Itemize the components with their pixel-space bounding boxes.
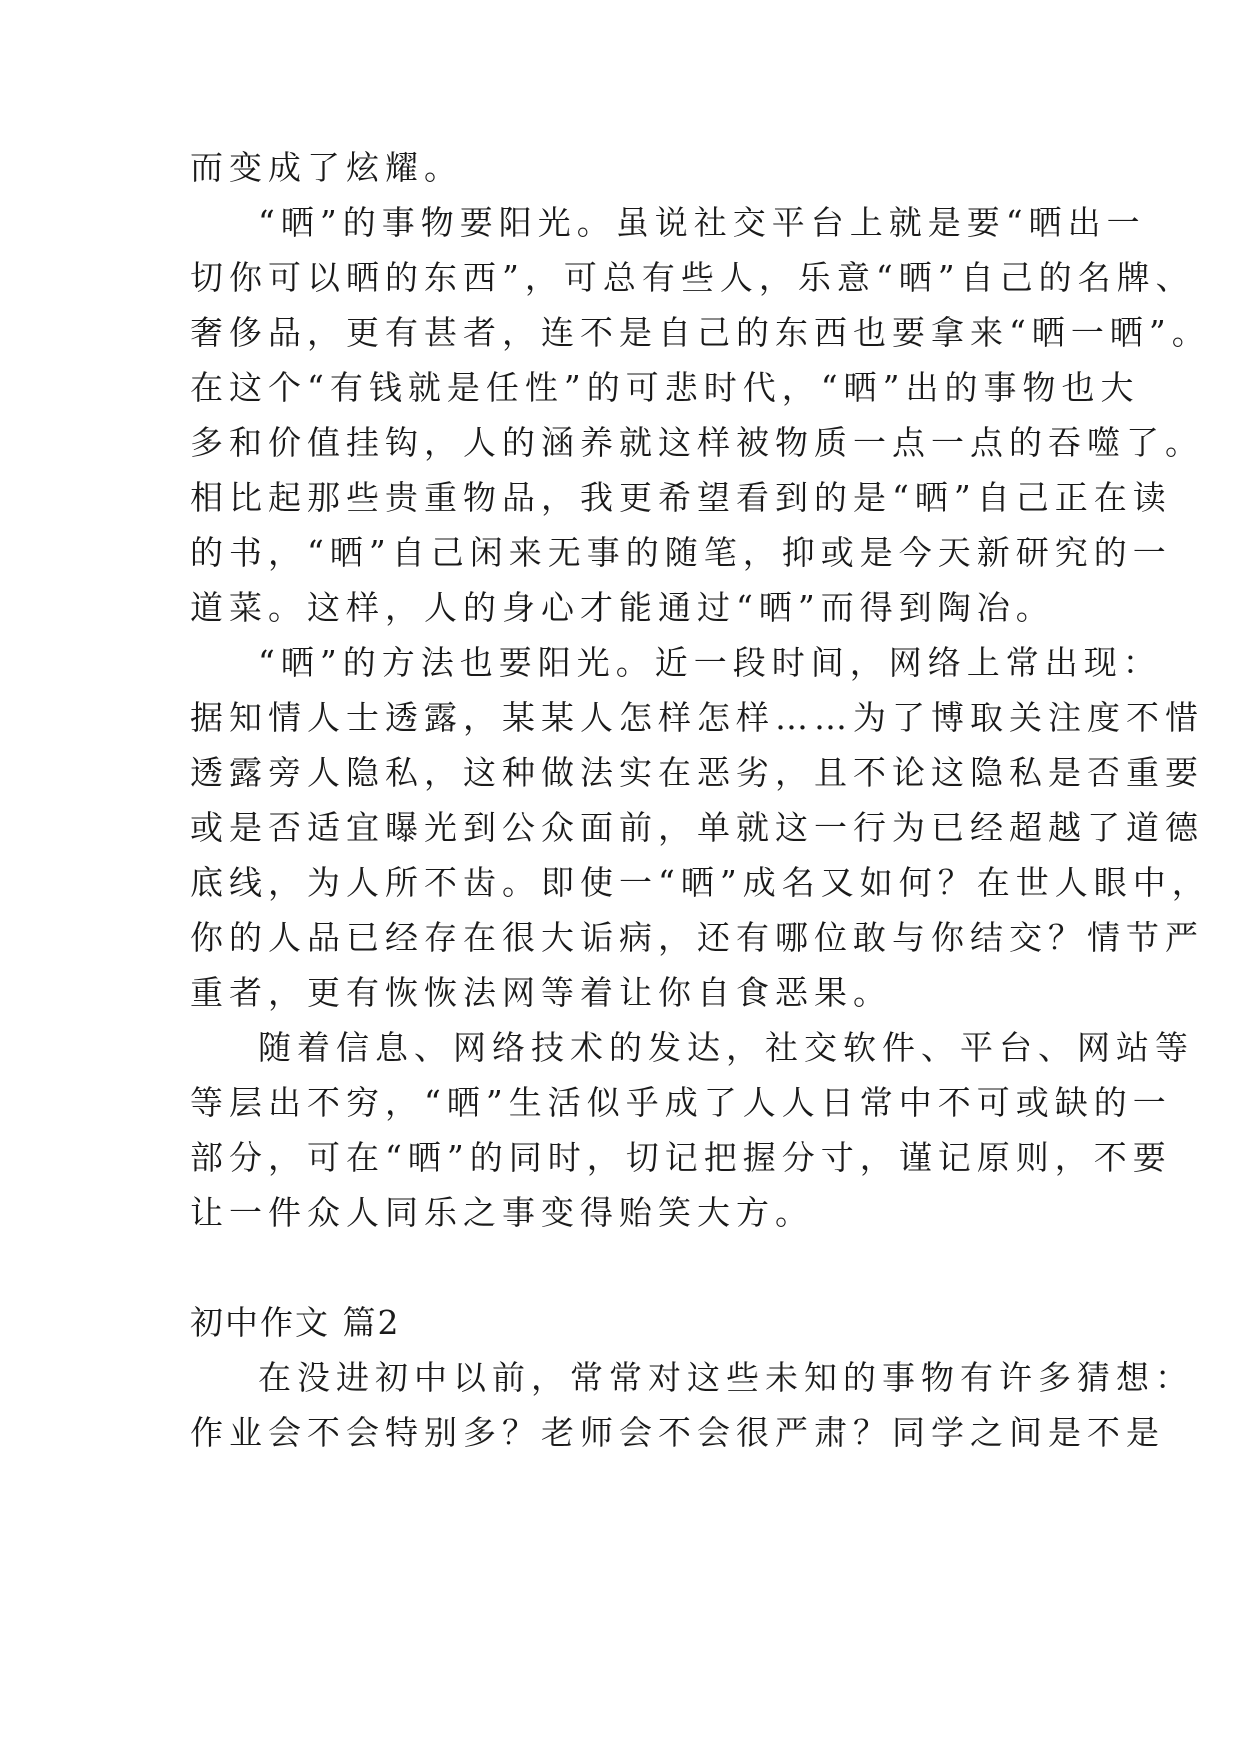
text-line: 你的人品已经存在很大诟病，还有哪位敢与你结交？情节严 xyxy=(190,918,1204,957)
text-line: 让一件众人同乐之事变得贻笑大方。 xyxy=(190,1193,814,1232)
text-line: 等层出不穷，“晒”生活似乎成了人人日常中不可或缺的一 xyxy=(190,1083,1172,1122)
text-line: 而变成了炫耀。 xyxy=(190,148,463,187)
text-line: 的书，“晒”自己闲来无事的随笔，抑或是今天新研究的一 xyxy=(190,533,1172,572)
text-line: 据知情人士透露，某某人怎样怎样……为了博取关注度不惜 xyxy=(190,698,1204,737)
text-line: 透露旁人隐私，这种做法实在恶劣，且不论这隐私是否重要 xyxy=(190,753,1204,792)
text-line: “晒”的方法也要阳光。近一段时间，网络上常出现： xyxy=(258,643,1162,682)
text-line: 奢侈品，更有甚者，连不是自己的东西也要拿来“晒一晒”。 xyxy=(190,313,1211,352)
text-line: 作业会不会特别多？老师会不会很严肃？同学之间是不是 xyxy=(190,1413,1165,1452)
text-line: 底线，为人所不齿。即使一“晒”成名又如何？在世人眼中， xyxy=(190,863,1211,902)
text-line: 切你可以晒的东西”，可总有些人，乐意“晒”自己的名牌、 xyxy=(190,258,1195,297)
text-line: 随着信息、网络技术的发达，社交软件、平台、网站等 xyxy=(258,1028,1194,1067)
text-line: 部分，可在“晒”的同时，切记把握分寸，谨记原则，不要 xyxy=(190,1138,1172,1177)
text-line: “晒”的事物要阳光。虽说社交平台上就是要“晒出一 xyxy=(258,203,1146,242)
text-line: 在这个“有钱就是任性”的可悲时代，“晒”出的事物也大 xyxy=(190,368,1140,407)
text-line: 在没进初中以前，常常对这些未知的事物有许多猜想： xyxy=(258,1358,1194,1397)
text-line: 或是否适宜曝光到公众面前，单就这一行为已经超越了道德 xyxy=(190,808,1204,847)
section-heading: 初中作文 篇2 xyxy=(190,1303,401,1342)
text-line: 道菜。这样，人的身心才能通过“晒”而得到陶冶。 xyxy=(190,588,1055,627)
text-line: 多和价值挂钩，人的涵养就这样被物质一点一点的吞噬了。 xyxy=(190,423,1204,462)
text-line: 相比起那些贵重物品，我更希望看到的是“晒”自己正在读 xyxy=(190,478,1172,517)
text-line: 重者，更有恢恢法网等着让你自食恶果。 xyxy=(190,973,892,1012)
